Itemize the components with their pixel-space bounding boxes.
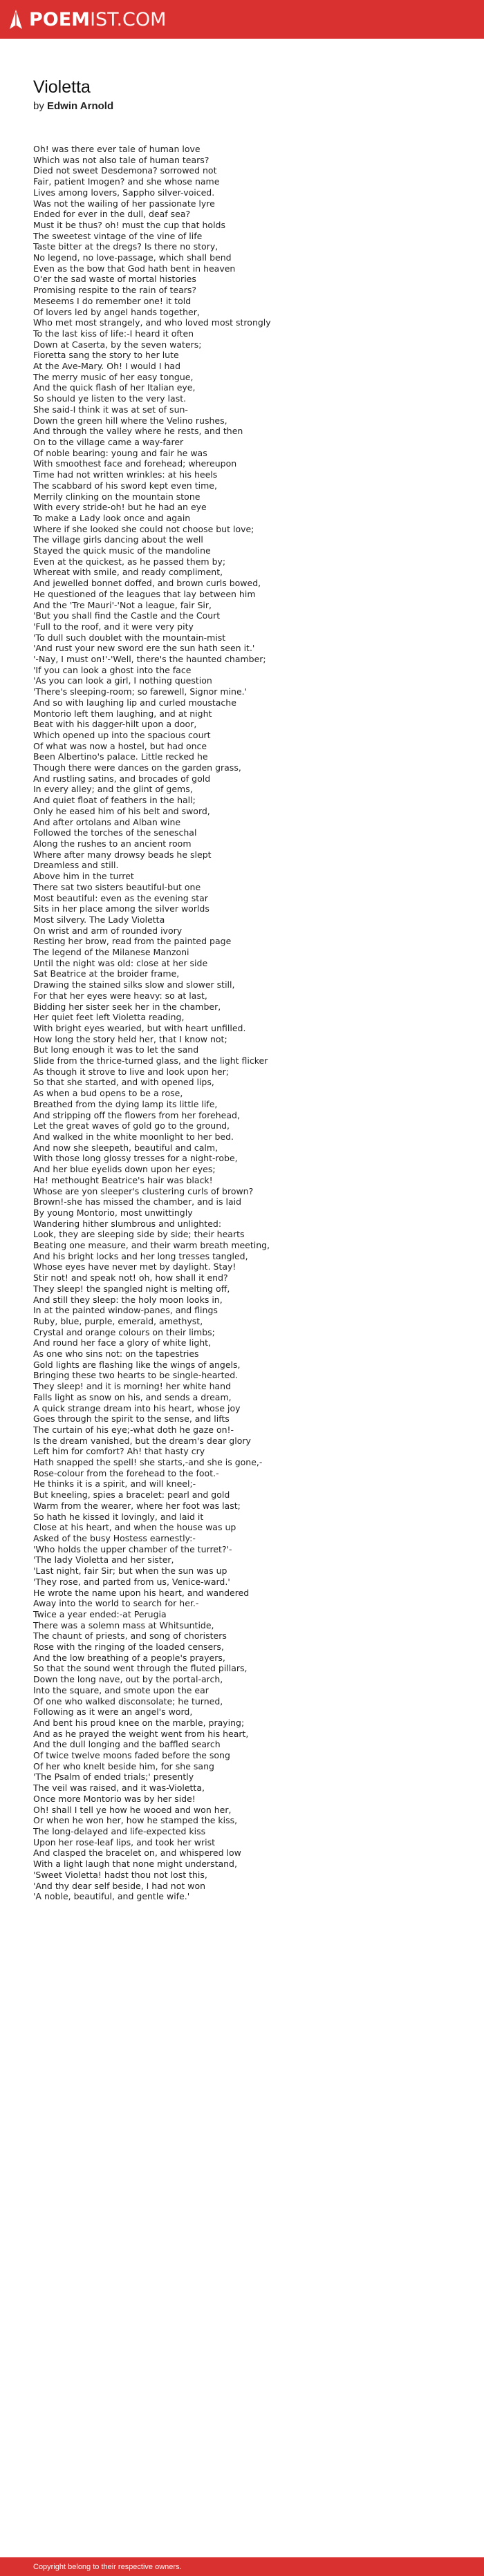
poem-line: Falls light as snow on his, and sends a dream, xyxy=(33,1391,232,1402)
poem-line: 'Full to the roof, and it were very pity xyxy=(33,621,194,632)
byline xyxy=(33,100,462,113)
poem-line: So should ye listen to the very last. xyxy=(33,393,187,404)
poem-line: Whose eyes have never met by daylight. Stay! xyxy=(33,1261,236,1272)
poem-line: Fair, patient Imogen? and she whose name xyxy=(33,176,220,187)
poem-line: 'As you can look a girl, I nothing question xyxy=(33,675,212,686)
footer-copyright: Copyright belong to their respective owners. xyxy=(33,2562,182,2571)
poem-line: Even at the quickest, as he passed them by; xyxy=(33,556,226,567)
poem-line: 'Who holds the upper chamber of the turret?'- xyxy=(33,1543,232,1554)
poem-line: Whereat with smile, and ready compliment, xyxy=(33,567,223,578)
poem-line: Is the dream vanished, but the dream's dear glory xyxy=(33,1435,251,1446)
poem-line: Ended for ever in the dull, deaf sea? xyxy=(33,209,191,220)
poem-line: Or when he won her, how he stamped the kiss, xyxy=(33,1815,238,1826)
poem-line: Stayed the quick music of the mandoline xyxy=(33,545,211,556)
poem-line: But kneeling, spies a bracelet: pearl and gold xyxy=(33,1489,230,1501)
poem-line: As when a bud opens to be a rose, xyxy=(33,1088,183,1099)
quill-feather-icon xyxy=(7,8,25,30)
poem-line: Following as it were an angel's word, xyxy=(33,1707,193,1718)
poem-line: 'And rust your new sword ere the sun hath seen it.' xyxy=(33,643,255,654)
poem-line: He questioned of the leagues that lay between him xyxy=(33,588,256,599)
poem-line: Once more Montorio was by her side! xyxy=(33,1793,196,1804)
poem-line: Warm from the wearer, where her foot was last; xyxy=(33,1500,241,1511)
poem-line: And through the valley where he rests, and then xyxy=(33,426,243,437)
poem-line: 'A noble, beautiful, and gentle wife.' xyxy=(33,1891,190,1902)
poem-line: And as he prayed the weight went from his heart, xyxy=(33,1728,249,1739)
poem-line: 'There's sleeping-room; so farewell, Signor mine.' xyxy=(33,686,248,697)
poem-line: And the quick flash of her Italian eye, xyxy=(33,382,196,393)
poem-line: Stir not! and speak not! oh, how shall it end? xyxy=(33,1272,228,1284)
poem-line: As one who sins not: on the tapestries xyxy=(33,1348,199,1360)
poem-content xyxy=(33,76,462,1902)
poem-line: At the Ave-Mary. Oh! I would I had xyxy=(33,361,181,372)
poem-line: But long enough it was to let the sand xyxy=(33,1044,199,1055)
poem-line: With a light laugh that none might understand, xyxy=(33,1859,237,1870)
poem-line: The veil was raised, and it was-Violetta, xyxy=(33,1783,205,1794)
poem-line: And still they sleep: the holy moon looks in, xyxy=(33,1294,223,1305)
poem-line: Bidding her sister seek her in the chamber, xyxy=(33,1001,221,1012)
poem-line: And his bright locks and her long tresses tangled, xyxy=(33,1250,248,1261)
poem-line: And so with laughing lip and curled moustache xyxy=(33,697,236,708)
poem-line: 'Last night, fair Sir; but when the sun was up xyxy=(33,1566,227,1577)
poem-line: Down at Caserta, by the seven waters; xyxy=(33,339,202,350)
site-logo[interactable] xyxy=(7,8,166,30)
poem-line: On to the village came a way-farer xyxy=(33,436,184,447)
poem-line: For that her eyes were heavy: so at last, xyxy=(33,990,207,1001)
poem-line: Even as the bow that God hath bent in heaven xyxy=(33,263,236,274)
poem-body xyxy=(33,144,462,1902)
poem-line: And bent his proud knee on the marble, praying; xyxy=(33,1717,245,1728)
poem-line: With bright eyes wearied, but with heart unfilled. xyxy=(33,1022,246,1033)
poem-line: Left him for comfort? Ah! that hasty cry xyxy=(33,1446,205,1457)
logo-text-light: IST.COM xyxy=(90,8,167,30)
poem-line: Of what was now a hostel, but had once xyxy=(33,740,207,751)
poem-line: Gold lights are flashing like the wings of angels, xyxy=(33,1359,241,1370)
poem-line: Oh! shall I tell ye how he wooed and won her, xyxy=(33,1804,232,1815)
by-label: by xyxy=(33,100,44,112)
poem-line: By young Montorio, most unwittingly xyxy=(33,1207,193,1218)
poem-line: In every alley; and the glint of gems, xyxy=(33,784,193,795)
poem-line: And the dull longing and the baffled search xyxy=(33,1739,221,1750)
poem-line: And walked in the white moonlight to her bed. xyxy=(33,1131,234,1142)
poem-line: Whose are yon sleeper's clustering curls of brown? xyxy=(33,1185,254,1196)
poem-line: Merrily clinking on the mountain stone xyxy=(33,491,201,502)
poem-line: Brown!-she has missed the chamber, and is laid xyxy=(33,1196,242,1207)
poem-line: Been Albertino's palace. Little recked he xyxy=(33,751,208,762)
poem-line: And after ortolans and Alban wine xyxy=(33,816,181,827)
poem-line: 'Sweet Violetta! hadst thou not lost this, xyxy=(33,1869,207,1880)
poem-line: 'To dull such doublet with the mountain-mist xyxy=(33,632,226,643)
poem-line: Only he eased him of his belt and sword, xyxy=(33,805,210,816)
poem-line: Was not the wailing of her passionate lyre xyxy=(33,198,215,209)
poem-line: Dreamless and still. xyxy=(33,860,119,871)
poem-line: And round her face a glory of white light, xyxy=(33,1337,212,1348)
poem-line: The village girls dancing about the well xyxy=(33,534,203,545)
poem-line: Rose-colour from the forehead to the foot.- xyxy=(33,1467,219,1478)
poem-line: Along the rushes to an ancient room xyxy=(33,838,192,849)
poem-line: A quick strange dream into his heart, whose joy xyxy=(33,1402,241,1413)
poem-line: Rose with the ringing of the loaded censers, xyxy=(33,1642,224,1653)
poem-line: Most beautiful: even as the evening star xyxy=(33,892,208,903)
poem-line: So that she started, and with opened lips, xyxy=(33,1077,214,1088)
poem-line: Sat Beatrice at the broider frame, xyxy=(33,968,180,979)
poem-line: '-Nay, I must on!'-'Well, there's the haunted chamber; xyxy=(33,654,266,665)
poem-line: Oh! was there ever tale of human love xyxy=(33,144,201,154)
poem-line: And clasped the bracelet on, and whispered low xyxy=(33,1848,241,1859)
poem-line: Close at his heart, and when the house was up xyxy=(33,1522,236,1533)
poem-line: Lives among lovers, Sappho silver-voiced. xyxy=(33,187,215,198)
poem-line: 'But you shall find the Castle and the Court xyxy=(33,610,221,621)
poem-line: Of noble bearing: young and fair he was xyxy=(33,447,207,458)
poem-line: The curtain of his eye;-what doth he gaze on!- xyxy=(33,1424,234,1435)
top-bar xyxy=(0,0,484,39)
poem-line: Died not sweet Desdemona? sorrowed not xyxy=(33,165,217,176)
poem-line: Beat with his dagger-hilt upon a door, xyxy=(33,719,197,730)
poem-line: He thinks it is a spirit, and will kneel;- xyxy=(33,1478,196,1489)
poem-line: Asked of the busy Hostess earnestly:- xyxy=(33,1533,196,1543)
poem-line: Of one who walked disconsolate; he turned, xyxy=(33,1695,223,1707)
poem-line: Let the great waves of gold go to the ground, xyxy=(33,1120,230,1131)
poem-line: Twice a year ended:-at Perugia xyxy=(33,1608,167,1619)
logo-text-bold: POEM xyxy=(29,8,91,30)
poem-line: No legend, no love-passage, which shall bend xyxy=(33,252,232,263)
poem-line: The long-delayed and life-expected kiss xyxy=(33,1825,206,1836)
poem-line: 'If you can look a ghost into the face xyxy=(33,664,192,675)
poem-line: How long the story held her, that I know not; xyxy=(33,1033,227,1044)
poem-line: Which opened up into the spacious court xyxy=(33,729,211,740)
poem-line: In at the painted window-panes, and flings xyxy=(33,1305,218,1316)
poem-line: So that the sound went through the fluted pillars, xyxy=(33,1663,248,1674)
poem-line: And her blue eyelids down upon her eyes; xyxy=(33,1164,216,1175)
poem-line: Goes through the spirit to the sense, and lifts xyxy=(33,1413,230,1425)
poem-line: Look, they are sleeping side by side; their hearts xyxy=(33,1229,245,1240)
poem-line: Where after many drowsy beads he slept xyxy=(33,849,212,860)
poem-line: And jewelled bonnet doffed, and brown curls bowed, xyxy=(33,578,261,589)
poem-line: Drawing the stained silks slow and slower still, xyxy=(33,979,235,990)
poem-line: And the low breathing of a people's prayers, xyxy=(33,1652,225,1663)
poem-line: Above him in the turret xyxy=(33,871,134,882)
poem-line: Fioretta sang the story to her lute xyxy=(33,350,179,361)
poem-line: 'The lady Violetta and her sister, xyxy=(33,1554,174,1566)
poem-line: Most silvery. The Lady Violetta xyxy=(33,914,165,925)
poem-line: Of twice twelve moons faded before the song xyxy=(33,1750,230,1761)
poem-line: 'They rose, and parted from us, Venice-ward.' xyxy=(33,1576,230,1587)
poem-line: Slide from the thrice-turned glass, and the light flicker xyxy=(33,1055,268,1066)
poem-line: They sleep! and it is morning! her white hand xyxy=(33,1381,232,1392)
poem-line: Taste bitter at the dregs? Is there no story, xyxy=(33,241,218,252)
poem-line: And the 'Tre Mauri'-'Not a league, fair Sir, xyxy=(33,599,212,610)
poem-line: The sweetest vintage of the vine of life xyxy=(33,230,203,241)
logo-text xyxy=(29,9,166,30)
poem-line: And quiet float of feathers in the hall; xyxy=(33,795,196,806)
poem-line: Who met most strangely, and who loved most strongly xyxy=(33,317,271,328)
poem-line: Breathed from the dying lamp its little life, xyxy=(33,1098,218,1109)
poem-line: 'And thy dear self beside, I had not won xyxy=(33,1880,206,1891)
poem-line: Meseems I do remember one! it told xyxy=(33,295,192,306)
poem-line: They sleep! the spangled night is melting off, xyxy=(33,1283,230,1294)
poem-line: Must it be thus? oh! must the cup that holds xyxy=(33,219,225,230)
poem-line: Down the green hill where the Velino rushes, xyxy=(33,415,227,426)
poem-line: So hath he kissed it lovingly, and laid it xyxy=(33,1511,204,1522)
poem-line: To make a Lady look once and again xyxy=(33,512,191,523)
poem-line: The merry music of her easy tongue, xyxy=(33,371,194,382)
poem-line: Time had not written wrinkles: at his heels xyxy=(33,469,218,480)
poem-line: There sat two sisters beautiful-but one xyxy=(33,881,201,892)
poem-line: Which was not also tale of human tears? xyxy=(33,154,210,165)
poem-line: Down the long nave, out by the portal-arch, xyxy=(33,1674,223,1685)
poem-line: He wrote the name upon his heart, and wandered xyxy=(33,1587,250,1598)
poem-line: Promising respite to the rain of tears? xyxy=(33,285,197,296)
poem-line: O'er the sad waste of mortal histories xyxy=(33,274,196,285)
poem-line: Sits in her place among the silver worlds xyxy=(33,903,210,914)
poem-line: As though it strove to live and look upon her; xyxy=(33,1066,229,1077)
poem-line: Until the night was old: close at her side xyxy=(33,957,208,968)
poem-line: Where if she looked she could not choose but love; xyxy=(33,523,254,534)
poem-line: With smoothest face and forehead; whereupon xyxy=(33,458,237,469)
poem-line: Ruby, blue, purple, emerald, amethyst, xyxy=(33,1315,203,1326)
poem-line: She said-I think it was at set of sun- xyxy=(33,404,188,415)
poem-line: Beating one measure, and their warm breath meeting, xyxy=(33,1240,270,1251)
author-name[interactable]: Edwin Arnold xyxy=(47,100,114,112)
poem-line: The chaunt of priests, and song of choristers xyxy=(33,1630,227,1642)
poem-line: And stripping off the flowers from her forehead, xyxy=(33,1109,240,1120)
poem-line: Crystal and orange colours on their limbs; xyxy=(33,1326,215,1337)
poem-line: Ha! methought Beatrice's hair was black! xyxy=(33,1174,213,1185)
poem-line: With those long glossy tresses for a night-robe, xyxy=(33,1153,238,1164)
poem-line: Hath snapped the spell! she starts,-and she is gone,- xyxy=(33,1457,263,1468)
poem-line: Though there were dances on the garden grass, xyxy=(33,762,241,773)
poem-line: To the last kiss of life:-I heard it often xyxy=(33,328,194,339)
poem-line: Followed the torches of the seneschal xyxy=(33,827,197,838)
poem-line: And rustling satins, and brocades of gold xyxy=(33,773,211,784)
poem-line: Bringing these two hearts to be single-hearted. xyxy=(33,1370,239,1381)
poem-line: And now she sleepeth, beautiful and calm, xyxy=(33,1142,218,1153)
poem-line: Away into the world to search for her.- xyxy=(33,1598,199,1609)
poem-line: Wandering hither slumbrous and unlighted: xyxy=(33,1218,222,1229)
poem-line: The legend of the Milanese Manzoni xyxy=(33,947,189,958)
poem-line: Montorio left them laughing, and at night xyxy=(33,708,212,719)
poem-line: Her quiet feet left Violetta reading, xyxy=(33,1012,185,1023)
poem-line: 'The Psalm of ended trials;' presently xyxy=(33,1771,194,1783)
poem-title: Violetta xyxy=(33,77,91,97)
poem-line: There was a solemn mass at Whitsuntide, xyxy=(33,1619,214,1630)
footer xyxy=(0,2557,484,2576)
poem-line: Upon her rose-leaf lips, and took her wrist xyxy=(33,1836,215,1848)
poem-line: On wrist and arm of rounded ivory xyxy=(33,925,183,936)
poem-line: Of her who knelt beside him, for she sang xyxy=(33,1760,214,1771)
poem-line: The scabbard of his sword kept even time, xyxy=(33,480,217,491)
poem-line: Into the square, and smote upon the ear xyxy=(33,1684,209,1695)
poem-line: Resting her brow, read from the painted page xyxy=(33,936,232,947)
poem-line: Of lovers led by angel hands together, xyxy=(33,306,200,317)
poem-line: With every stride-oh! but he had an eye xyxy=(33,502,207,513)
